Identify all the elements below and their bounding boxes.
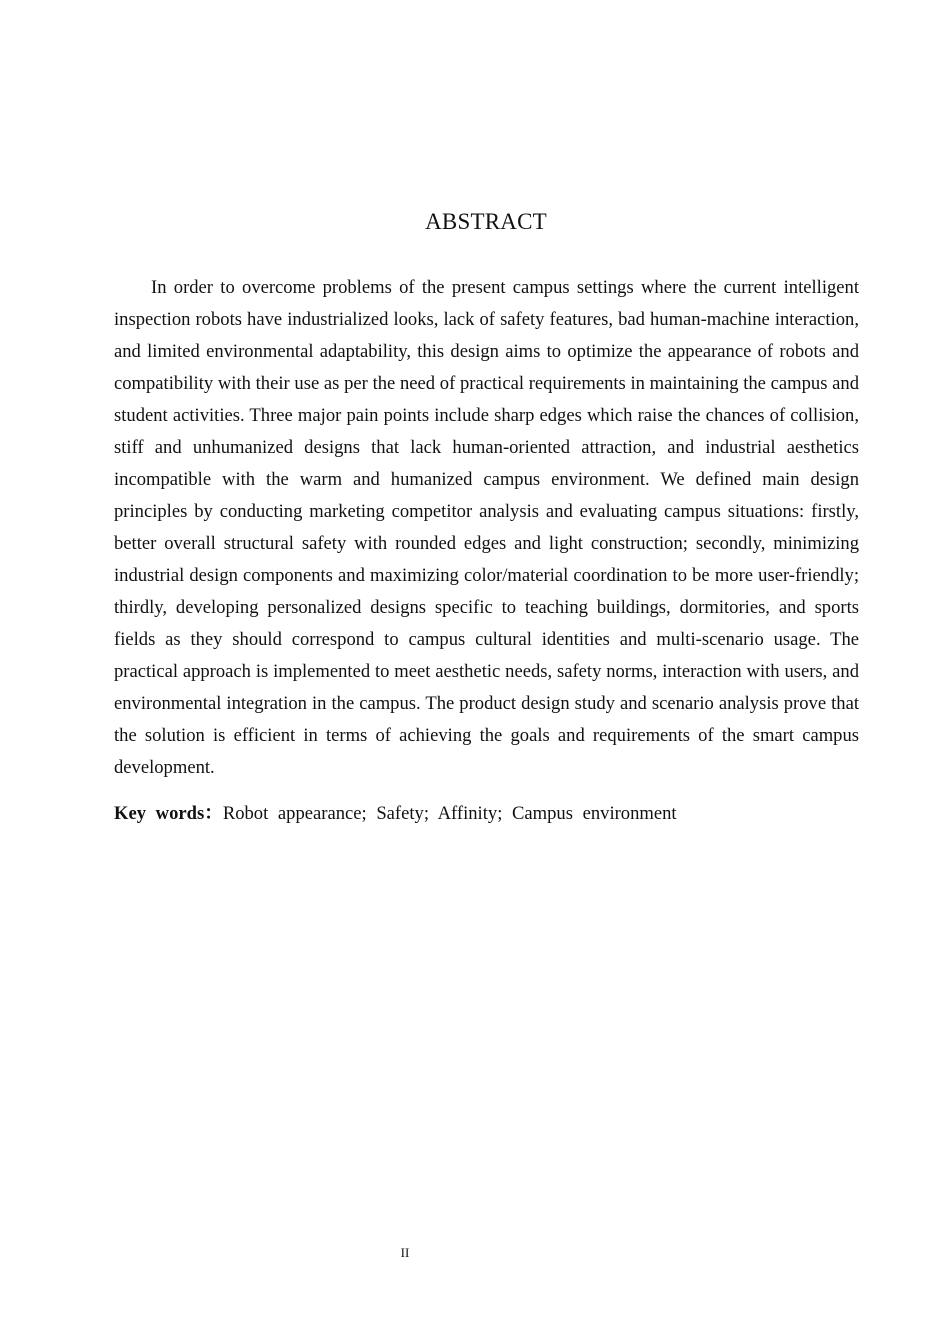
keywords-line [114,798,859,830]
abstract-title: ABSTRACT [425,209,547,234]
keywords-label: Key words： [114,803,223,824]
keywords-text: Robot appearance; Safety; Affinity; Campus environment [222,803,677,824]
page-number: II [400,1245,410,1260]
abstract-body: In order to overcome problems of the present campus settings where the current intelligent inspection robots have industrialized looks, lack of safety features, bad human-machine interaction, and limited environmental adaptability, this design aims to optimize the appearance of robots and compatibility with their use as per the need of practical requirements in maintaining the campus and student activities. Three major pain points include sharp edges which raise the chances of collision, stiff and unhumanized designs that lack human-oriented attraction, and industrial aesthetics incompatible with the warm and humanized campus environment. We defined main design principles by conducting marketing competitor analysis and evaluating campus situations: firstly, better overall structural safety with rounded edges and light construction; secondly, minimizing industrial design components and maximizing color/material coordination to be more user-friendly; thirdly, developing personalized designs specific to teaching buildings, dormitories, and sports fields as they should correspond to campus cultural identities and multi-scenario usage. The practical approach is implemented to meet aesthetic needs, safety norms, interaction with users, and environmental integration in the campus. The product design study and scenario analysis prove that the solution is efficient in terms of achieving the goals and requirements of the smart campus development. [114,277,859,778]
